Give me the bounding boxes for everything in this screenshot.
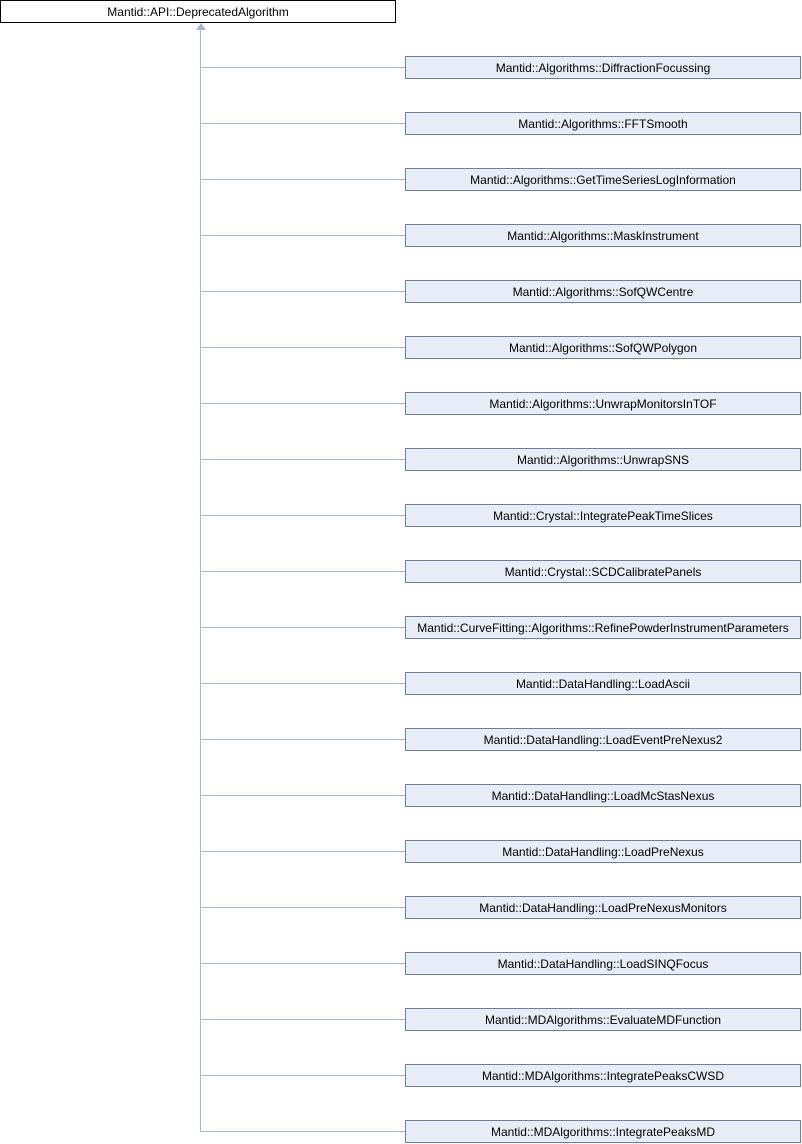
- derived-class-node[interactable]: Mantid::Algorithms::GetTimeSeriesLogInformation: [405, 168, 801, 191]
- derived-class-node[interactable]: Mantid::Algorithms::SofQWCentre: [405, 280, 801, 303]
- inheritance-branch-line: [200, 515, 405, 516]
- derived-class-node[interactable]: Mantid::MDAlgorithms::EvaluateMDFunction: [405, 1008, 801, 1031]
- derived-class-node[interactable]: Mantid::Algorithms::UnwrapSNS: [405, 448, 801, 471]
- inheritance-branch-line: [200, 683, 405, 684]
- inheritance-branch-line: [200, 1075, 405, 1076]
- derived-class-node[interactable]: Mantid::Algorithms::FFTSmooth: [405, 112, 801, 135]
- inheritance-arrowhead: [196, 23, 206, 30]
- inheritance-branch-line: [200, 571, 405, 572]
- derived-class-node[interactable]: Mantid::DataHandling::LoadSINQFocus: [405, 952, 801, 975]
- inheritance-branch-line: [200, 459, 405, 460]
- derived-class-node[interactable]: Mantid::DataHandling::LoadMcStasNexus: [405, 784, 801, 807]
- derived-class-node[interactable]: Mantid::Algorithms::SofQWPolygon: [405, 336, 801, 359]
- inheritance-branch-line: [200, 907, 405, 908]
- inheritance-branch-line: [200, 1019, 405, 1020]
- derived-class-node[interactable]: Mantid::Algorithms::MaskInstrument: [405, 224, 801, 247]
- derived-class-node[interactable]: Mantid::DataHandling::LoadPreNexusMonitors: [405, 896, 801, 919]
- inheritance-branch-line: [200, 235, 405, 236]
- derived-class-node[interactable]: Mantid::DataHandling::LoadEventPreNexus2: [405, 728, 801, 751]
- inheritance-branch-line: [200, 739, 405, 740]
- inheritance-branch-line: [200, 851, 405, 852]
- derived-class-node[interactable]: Mantid::DataHandling::LoadPreNexus: [405, 840, 801, 863]
- inheritance-branch-line: [200, 1131, 405, 1132]
- derived-class-node[interactable]: Mantid::DataHandling::LoadAscii: [405, 672, 801, 695]
- derived-class-node[interactable]: Mantid::MDAlgorithms::IntegratePeaksMD: [405, 1120, 801, 1143]
- derived-class-node[interactable]: Mantid::Algorithms::DiffractionFocussing: [405, 56, 801, 79]
- inheritance-branch-line: [200, 627, 405, 628]
- inheritance-branch-line: [200, 67, 405, 68]
- derived-class-node[interactable]: Mantid::Algorithms::UnwrapMonitorsInTOF: [405, 392, 801, 415]
- inheritance-branch-line: [200, 403, 405, 404]
- inheritance-branch-line: [200, 347, 405, 348]
- inheritance-branch-line: [200, 963, 405, 964]
- derived-class-node[interactable]: Mantid::Crystal::IntegratePeakTimeSlices: [405, 504, 801, 527]
- derived-class-node[interactable]: Mantid::MDAlgorithms::IntegratePeaksCWSD: [405, 1064, 801, 1087]
- derived-class-node[interactable]: Mantid::Crystal::SCDCalibratePanels: [405, 560, 801, 583]
- derived-class-node[interactable]: Mantid::CurveFitting::Algorithms::RefinePowderInstrumentParameters: [405, 616, 801, 639]
- inheritance-branch-line: [200, 291, 405, 292]
- inheritance-branch-line: [200, 795, 405, 796]
- inheritance-trunk-line: [200, 27, 201, 1132]
- inheritance-branch-line: [200, 179, 405, 180]
- root-class-node[interactable]: Mantid::API::DeprecatedAlgorithm: [0, 0, 396, 23]
- inheritance-branch-line: [200, 123, 405, 124]
